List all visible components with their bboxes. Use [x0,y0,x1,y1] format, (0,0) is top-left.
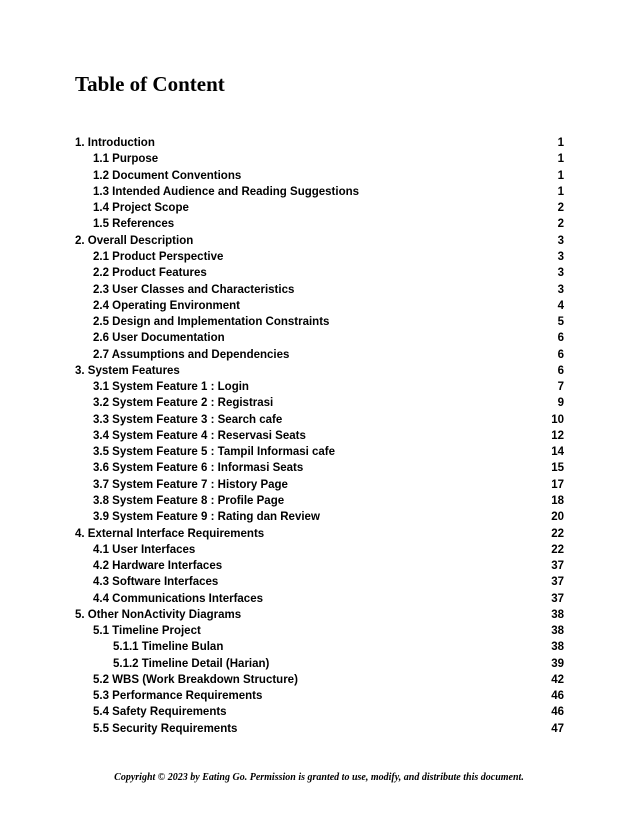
toc-entry-page-number: 6 [557,364,564,377]
toc-entry-page-number: 3 [557,283,564,296]
toc-entry-label: 1.5 References [93,218,175,231]
toc-entry-page-number: 2 [557,218,564,231]
toc-entry[interactable] [75,281,564,297]
toc-entry-page-number: 1 [557,153,564,166]
toc-entry[interactable] [75,721,564,737]
toc-entry[interactable] [75,151,564,167]
toc-entry[interactable] [75,135,564,151]
toc-entry-label: 2.4 Operating Environment [93,299,240,312]
toc-entry-label: 1.2 Document Conventions [93,169,242,182]
toc-entry-label: 5.1 Timeline Project [93,625,201,638]
toc-entry[interactable] [75,363,564,379]
toc-entry-page-number: 17 [551,478,564,491]
toc-entry-label: 2.3 User Classes and Characteristics [93,283,295,296]
toc-entry-label: 4.3 Software Interfaces [93,576,219,589]
toc-entry[interactable] [75,298,564,314]
toc-entry-label: 4.4 Communications Interfaces [93,592,263,605]
table-of-contents [75,135,564,737]
toc-entry[interactable] [75,477,564,493]
toc-entry[interactable] [75,200,564,216]
toc-entry[interactable] [75,704,564,720]
toc-entry[interactable] [75,672,564,688]
toc-entry[interactable] [75,428,564,444]
toc-entry[interactable] [75,493,564,509]
toc-entry-page-number: 20 [551,511,564,524]
toc-entry-label: 3.7 System Feature 7 : History Page [93,478,288,491]
toc-entry-page-number: 14 [551,446,564,459]
toc-entry-label: 3.2 System Feature 2 : Registrasi [93,397,274,410]
toc-entry[interactable] [75,395,564,411]
toc-entry-page-number: 2 [557,202,564,215]
toc-entry-label: 3.6 System Feature 6 : Informasi Seats [93,462,304,475]
toc-entry-page-number: 37 [551,592,564,605]
toc-entry-page-number: 6 [557,332,564,345]
toc-entry-page-number: 12 [551,429,564,442]
toc-entry[interactable] [75,233,564,249]
toc-entry-page-number: 46 [551,706,564,719]
toc-entry-label: 5.1.1 Timeline Bulan [113,641,224,654]
toc-entry[interactable] [75,379,564,395]
toc-entry-label: 4.2 Hardware Interfaces [93,560,223,573]
toc-entry[interactable] [75,623,564,639]
toc-entry[interactable] [75,346,564,362]
toc-entry-page-number: 3 [557,234,564,247]
toc-entry-page-number: 18 [551,494,564,507]
toc-entry[interactable] [75,314,564,330]
toc-entry-label: 2.6 User Documentation [93,332,225,345]
toc-entry-page-number: 15 [551,462,564,475]
copyright-footer: Copyright © 2023 by Eating Go. Permission is granted to use, modify, and distribute this document. [114,772,524,783]
toc-entry[interactable] [75,639,564,655]
toc-entry-label: 4. External Interface Requirements [75,527,265,540]
toc-entry-page-number: 22 [551,543,564,556]
toc-entry-page-number: 4 [557,299,564,312]
toc-entry-label: 3.5 System Feature 5 : Tampil Informasi cafe [93,446,336,459]
toc-entry-label: 3.1 System Feature 1 : Login [93,381,249,394]
toc-entry[interactable] [75,525,564,541]
toc-entry[interactable] [75,509,564,525]
toc-entry-page-number: 22 [551,527,564,540]
toc-entry-page-number: 42 [551,673,564,686]
toc-entry[interactable] [75,542,564,558]
toc-entry[interactable] [75,688,564,704]
toc-entry-label: 1.3 Intended Audience and Reading Suggestions [93,185,360,198]
toc-entry-page-number: 1 [557,185,564,198]
toc-entry-label: 5. Other NonActivity Diagrams [75,608,242,621]
toc-entry-label: 3.4 System Feature 4 : Reservasi Seats [93,429,306,442]
toc-entry-label: 5.3 Performance Requirements [93,690,263,703]
toc-entry[interactable] [75,184,564,200]
toc-entry-label: 2.5 Design and Implementation Constraints [93,316,330,329]
toc-entry-label: 4.1 User Interfaces [93,543,196,556]
toc-entry-page-number: 38 [551,608,564,621]
toc-entry-label: 2.2 Product Features [93,267,207,280]
toc-entry-label: 5.5 Security Requirements [93,722,238,735]
toc-entry-page-number: 10 [551,413,564,426]
toc-entry[interactable] [75,656,564,672]
toc-entry-label: 5.2 WBS (Work Breakdown Structure) [93,673,298,686]
toc-entry-label: 3.8 System Feature 8 : Profile Page [93,494,285,507]
toc-entry[interactable] [75,607,564,623]
toc-entry[interactable] [75,460,564,476]
toc-entry[interactable] [75,265,564,281]
toc-entry-label: 5.4 Safety Requirements [93,706,227,719]
toc-entry-page-number: 46 [551,690,564,703]
toc-entry-page-number: 47 [551,722,564,735]
page-title: Table of Content [75,72,225,96]
toc-entry[interactable] [75,249,564,265]
toc-entry-page-number: 9 [557,397,564,410]
toc-entry-label: 2.1 Product Perspective [93,250,224,263]
toc-entry-page-number: 37 [551,576,564,589]
toc-entry[interactable] [75,590,564,606]
toc-entry[interactable] [75,444,564,460]
toc-entry-page-number: 6 [557,348,564,361]
toc-entry-label: 1. Introduction [75,137,155,150]
toc-entry[interactable] [75,330,564,346]
toc-entry-label: 3. System Features [75,364,180,377]
toc-entry-label: 2.7 Assumptions and Dependencies [93,348,290,361]
toc-entry[interactable] [75,412,564,428]
toc-entry[interactable] [75,574,564,590]
toc-entry[interactable] [75,216,564,232]
toc-entry-page-number: 38 [551,625,564,638]
toc-entry-page-number: 5 [557,316,564,329]
toc-entry-label: 3.3 System Feature 3 : Search cafe [93,413,283,426]
toc-entry-page-number: 38 [551,641,564,654]
toc-entry-label: 3.9 System Feature 9 : Rating dan Review [93,511,320,524]
toc-entry-page-number: 1 [557,137,564,150]
toc-entry[interactable] [75,558,564,574]
toc-entry-label: 1.4 Project Scope [93,202,189,215]
toc-entry-label: 5.1.2 Timeline Detail (Harian) [113,657,270,670]
toc-entry-page-number: 3 [557,250,564,263]
toc-entry-label: 1.1 Purpose [93,153,159,166]
toc-entry-page-number: 7 [557,381,564,394]
toc-entry-page-number: 1 [557,169,564,182]
toc-entry-page-number: 37 [551,560,564,573]
toc-entry[interactable] [75,168,564,184]
toc-entry-page-number: 3 [557,267,564,280]
toc-entry-label: 2. Overall Description [75,234,194,247]
toc-entry-page-number: 39 [551,657,564,670]
